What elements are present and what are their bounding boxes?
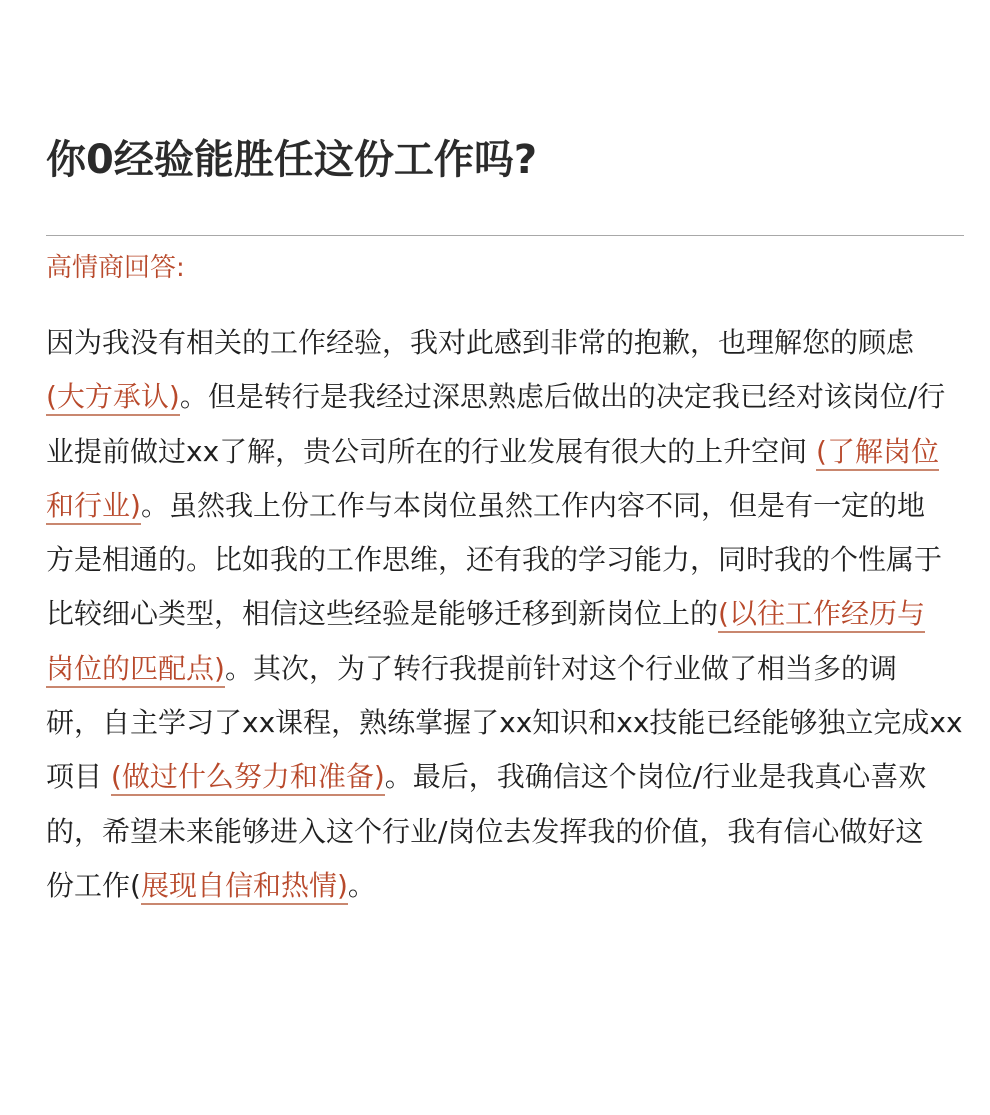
highlight-annotation: 和行业) — [46, 489, 141, 525]
text-run: 比较细心类型，相信这些经验是能够迁移到新岗位上的 — [46, 597, 719, 631]
paragraph-line — [46, 805, 966, 859]
title-divider — [46, 235, 964, 236]
text-run: 业提前做过xx了解，贵公司所在的行业发展有很大的上升空间 — [46, 434, 817, 468]
highlight-annotation: (以往工作经历与 — [718, 597, 925, 633]
highlight-annotation: (大方承认) — [46, 380, 180, 416]
text-run: 。但是转行是我经过深思熟虑后做出的决定我已经对该岗位/行 — [179, 380, 946, 414]
text-run: 。其次，为了转行我提前针对这个行业做了相当多的调 — [224, 651, 897, 685]
highlight-annotation: 展现自信和热情) — [141, 869, 348, 905]
highlight-annotation: (做过什么努力和准备) — [111, 760, 385, 796]
section-label: 高情商回答: — [46, 253, 185, 283]
paragraph-line — [46, 696, 966, 750]
highlight-annotation: (了解岗位 — [816, 435, 939, 471]
text-run: 。虽然我上份工作与本岗位虽然工作内容不同，但是有一定的地 — [140, 488, 925, 522]
text-run: 研，自主学习了xx课程，熟练掌握了xx知识和xx技能已经能够独立完成xx — [46, 706, 963, 740]
paragraph-line — [46, 425, 966, 479]
paragraph-line — [46, 370, 966, 424]
paragraph-line — [46, 533, 966, 587]
text-run: 。 — [347, 868, 376, 902]
paragraph-line — [46, 587, 966, 641]
text-run: 。最后，我确信这个岗位/行业是我真心喜欢 — [384, 760, 927, 794]
paragraph-line — [46, 316, 966, 370]
page-title: 你0经验能胜任这份工作吗? — [46, 137, 538, 183]
text-run: 因为我没有相关的工作经验，我对此感到非常的抱歉，也理解您的顾虑 — [46, 326, 915, 359]
paragraph-line — [46, 859, 966, 913]
answer-paragraph — [46, 316, 966, 913]
paragraph-line — [46, 750, 966, 804]
text-run: 项目 — [46, 760, 111, 794]
text-run: 份工作( — [46, 868, 141, 902]
text-run: 方是相通的。比如我的工作思维，还有我的学习能力，同时我的个性属于 — [46, 543, 943, 577]
highlight-annotation: 岗位的匹配点) — [46, 652, 225, 688]
text-run: 的，希望未来能够进入这个行业/岗位去发挥我的价值，我有信心做好这 — [46, 814, 924, 848]
paragraph-line — [46, 642, 966, 696]
paragraph-line — [46, 479, 966, 533]
